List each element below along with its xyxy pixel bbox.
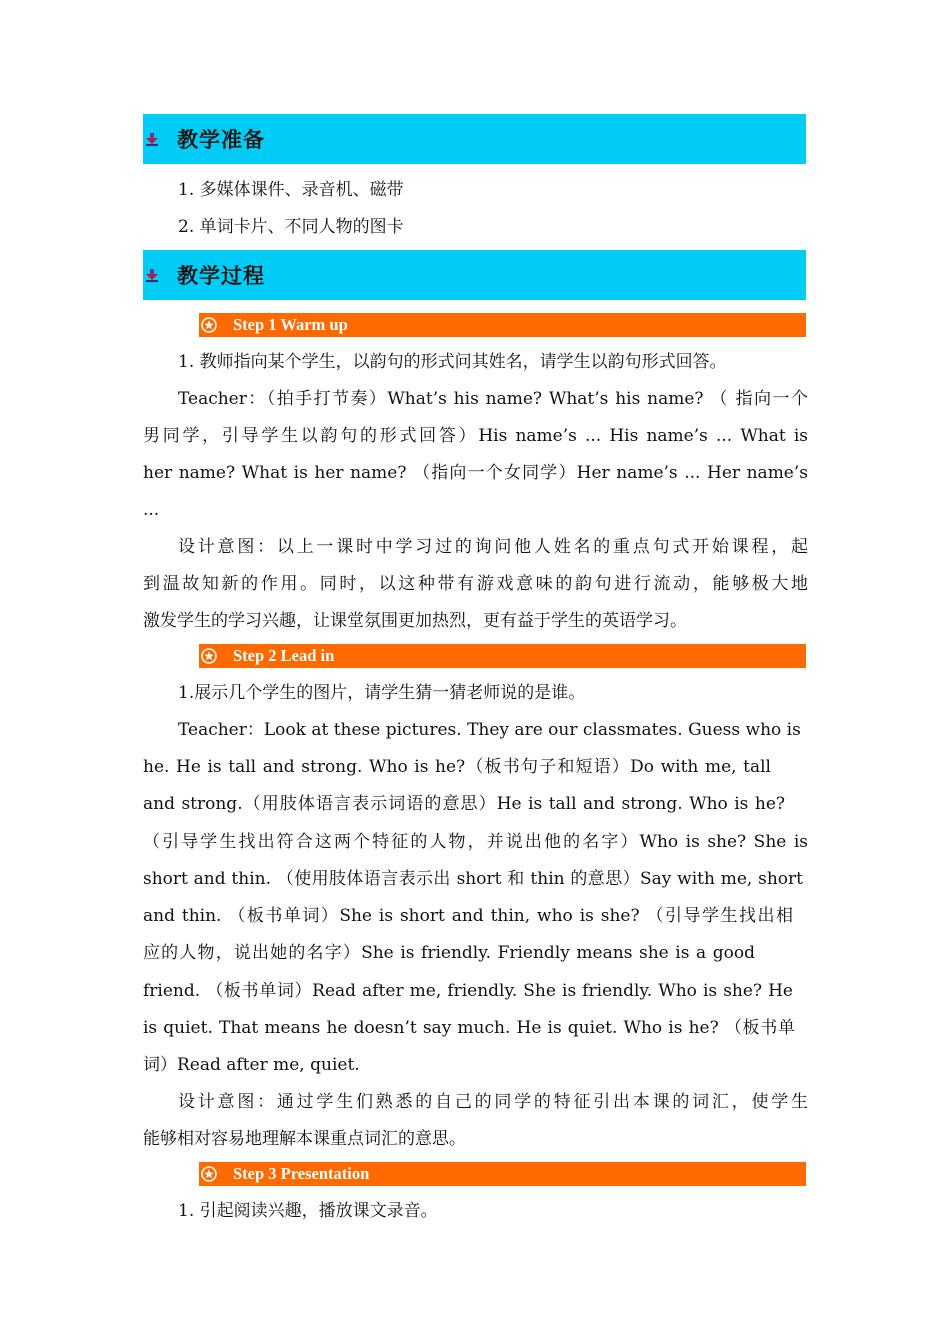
step-label: Step 3 Presentation bbox=[233, 1164, 370, 1183]
arrow-down-icon bbox=[145, 132, 159, 146]
step-header-1 bbox=[199, 313, 806, 337]
paragraph-line: 应的人物，说出她的名字）She is friendly. Friendly means she is a good bbox=[143, 943, 755, 963]
paragraph-line: 能够相对容易地理解本课重点词汇的意思。 bbox=[143, 1129, 466, 1149]
step-header-3 bbox=[199, 1162, 806, 1186]
paragraph-line: is quiet. That means he doesn’t say much. He is quiet. Who is he? （板书单 bbox=[143, 1018, 795, 1038]
star-circle-icon bbox=[201, 648, 217, 664]
step-label: Step 1 Warm up bbox=[233, 315, 348, 334]
paragraph-line: 激发学生的学习兴趣，让课堂氛围更加热烈，更有益于学生的英语学习。 bbox=[143, 611, 687, 631]
section-header-process bbox=[143, 250, 806, 300]
list-item: 1. 多媒体课件、录音机、磁带 bbox=[178, 180, 404, 200]
paragraph-line: 1. 引起阅读兴趣，播放课文录音。 bbox=[178, 1201, 438, 1221]
paragraph-line: 设计意图：通过学生们熟悉的自己的同学的特征引出本课的词汇，使学生 bbox=[178, 1092, 808, 1112]
paragraph-line: Teacher：Look at these pictures. They are our classmates. Guess who is bbox=[178, 720, 801, 740]
paragraph-line: Teacher：（拍手打节奏）What’s his name? What’s his name? （ 指向一个 bbox=[178, 389, 808, 409]
paragraph-line: （引导学生找出符合这两个特征的人物，并说出他的名字）Who is she? She is bbox=[143, 832, 808, 852]
list-item: 2. 单词卡片、不同人物的图卡 bbox=[178, 217, 404, 237]
paragraph-line: short and thin. （使用肢体语言表示出 short 和 thin 的意思）Say with me, short bbox=[143, 869, 803, 889]
paragraph-line: 词）Read after me, quiet. bbox=[143, 1055, 360, 1075]
section-title: 教学准备 bbox=[177, 127, 265, 152]
paragraph-line: her name? What is her name? （指向一个女同学）Her name’s ... Her name’s bbox=[143, 463, 808, 483]
paragraph-line: ... bbox=[143, 500, 160, 520]
step-header-2 bbox=[199, 644, 806, 668]
paragraph-line: 1. 教师指向某个学生，以韵句的形式问其姓名，请学生以韵句形式回答。 bbox=[178, 352, 727, 372]
section-title: 教学过程 bbox=[177, 263, 265, 288]
paragraph-line: and strong.（用肢体语言表示词语的意思）He is tall and strong. Who is he? bbox=[143, 794, 785, 814]
star-circle-icon bbox=[201, 317, 217, 333]
paragraph-line: 到温故知新的作用。同时，以这种带有游戏意味的韵句进行流动，能够极大地 bbox=[143, 574, 808, 594]
paragraph-line: and thin. （板书单词）She is short and thin, who is she? （引导学生找出相 bbox=[143, 906, 793, 926]
step-label: Step 2 Lead in bbox=[233, 646, 335, 665]
paragraph-line: 设计意图：以上一课时中学习过的询问他人姓名的重点句式开始课程，起 bbox=[178, 537, 808, 557]
paragraph-line: he. He is tall and strong. Who is he?（板书句子和短语）Do with me, tall bbox=[143, 757, 771, 777]
section-header-prep bbox=[143, 114, 806, 164]
star-circle-icon bbox=[201, 1166, 217, 1182]
paragraph-line: 男同学，引导学生以韵句的形式回答）His name’s ... His name’s ... What is bbox=[143, 426, 808, 446]
arrow-down-icon bbox=[145, 268, 159, 282]
paragraph-line: friend. （板书单词）Read after me, friendly. She is friendly. Who is she? He bbox=[143, 981, 793, 1001]
paragraph-line: 1.展示几个学生的图片，请学生猜一猜老师说的是谁。 bbox=[178, 683, 586, 703]
